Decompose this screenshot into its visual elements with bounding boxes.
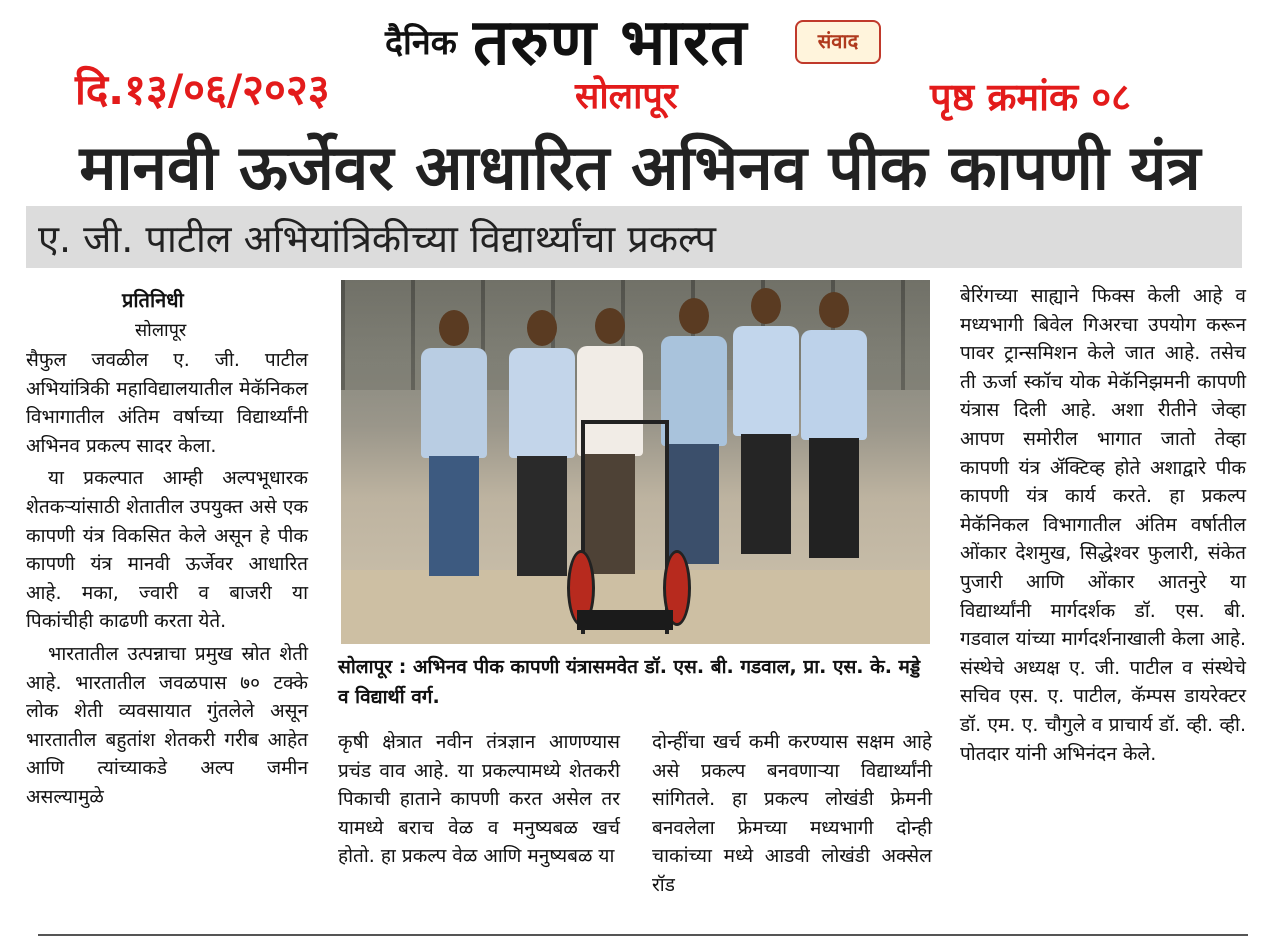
- photo-caption: सोलापूर : अभिनव पीक कापणी यंत्रासमवेत डॉ. एस. बी. गडवाल, प्रा. एस. के. मड्डे व विद्यार्थी वर्ग.: [338, 656, 921, 708]
- edition-city: सोलापूर: [575, 76, 678, 117]
- machine-cutter: [577, 610, 673, 630]
- article-column-1: [26, 346, 308, 816]
- masthead-dainik: दैनिक: [385, 23, 457, 63]
- byline-label: प्रतिनिधी: [122, 288, 184, 312]
- article-column-4: [960, 282, 1246, 768]
- paragraph: सैफुल जवळील ए. जी. पाटील अभियांत्रिकी महाविद्यालयातील मेकॅनिकल विभागातील अंतिम वर्षाच्या विद्यार्थ्यांनी अभिनव प्रकल्प सादर केला.: [26, 349, 308, 457]
- article-column-2: [338, 728, 620, 871]
- paragraph: या प्रकल्पात आम्ही अल्पभूधारक शेतकऱ्यांसाठी शेतातील उपयुक्त असे एक कापणी यंत्र विकसित केले असून हे पीक कापणी यंत्र मानवी ऊर्जेवर आधारित आहे. मका, ज्वारी व बाजरी या पिकांचीही काढणी करता येते.: [26, 467, 308, 633]
- page-number: पृष्ठ क्रमांक ०८: [930, 75, 1131, 119]
- article-headline: मानवी ऊर्जेवर आधारित अभिनव पीक कापणी यंत्र: [79, 131, 1201, 204]
- harvester-machine: [581, 420, 669, 634]
- paragraph: कृषी क्षेत्रात नवीन तंत्रज्ञान आणण्यास प्रचंड वाव आहे. या प्रकल्पामध्ये शेतकरी पिकाची हाताने कापणी करत असेल तर यामध्ये बराच वेळ व मनुष्यबळ खर्च होतो. हा प्रकल्प वेळ आणि मनुष्यबळ या: [338, 731, 620, 868]
- paragraph: भारतातील उत्पन्नाचा प्रमुख स्रोत शेती आहे. भारतातील जवळपास ७० टक्के लोक शेती व्यवसायात गुंतलेले असून भारतातील बहुतांश शेतकरी गरीब आहेत आणि त्यांच्याकडे अल्प जमीन असल्यामुळे: [26, 642, 308, 808]
- byline-city: सोलापूर: [135, 320, 187, 341]
- paragraph: दोन्हींचा खर्च कमी करण्यास सक्षम आहे असे प्रकल्प बनवणाऱ्या विद्यार्थ्यांनी सांगितले. हा प्रकल्प लोखंडी फ्रेमनी बनवलेला फ्रेमच्या मध्यभागी दोन्ही चाकांच्या मध्ये आडवी लोखंडी अक्सेल रॉड: [652, 731, 932, 896]
- masthead: [385, 2, 885, 78]
- bottom-rule: [38, 934, 1248, 936]
- samvad-badge: [795, 20, 881, 64]
- samvad-badge-label: संवाद: [817, 29, 859, 53]
- article-photo: [341, 280, 930, 644]
- subheadline-bar: [26, 206, 1242, 268]
- paragraph: बेरिंगच्या साह्याने फिक्स केली आहे व मध्यभागी बिवेल गिअरचा उपयोग करून पावर ट्रान्समिशन केले जात आहे. तसेच ती ऊर्जा स्कॉच योक मेकॅनिझमनी कापणी यंत्रास दिली आहे. अशा रीतीने जेव्हा आपण समोरील भागात जातो तेव्हा कापणी यंत्र ॲक्टिव्ह होते अशाद्वारे पीक कापणी यंत्र कार्य करते. हा प्रकल्प मेकॅनिकल विभागातील अंतिम वर्षातील ओंकार देशमुख, सिद्धेश्वर फुलारी, संकेत पुजारी आणि ओंकार आतनुरे या विद्यार्थ्यांनी मार्गदर्शक डॉ. एस. बी. गडवाल यांच्या मार्गदर्शनाखाली केला आहे. संस्थेचे अध्यक्ष ए. जी. पाटील व संस्थेचे सचिव एस. ए. पाटील, कॅम्पस डायरेक्टर डॉ. एम. ए. चौगुले व प्राचार्य डॉ. व्ही. व्ही. पोतदार यांनी अभिनंदन केले.: [960, 285, 1246, 765]
- article-subheadline: ए. जी. पाटील अभियांत्रिकीच्या विद्यार्थ्यांचा प्रकल्प: [38, 217, 717, 261]
- article-column-3: [652, 728, 932, 900]
- issue-date: दि.१३/०६/२०२३: [75, 65, 330, 114]
- newspaper-title: तरुण भारत: [473, 6, 748, 80]
